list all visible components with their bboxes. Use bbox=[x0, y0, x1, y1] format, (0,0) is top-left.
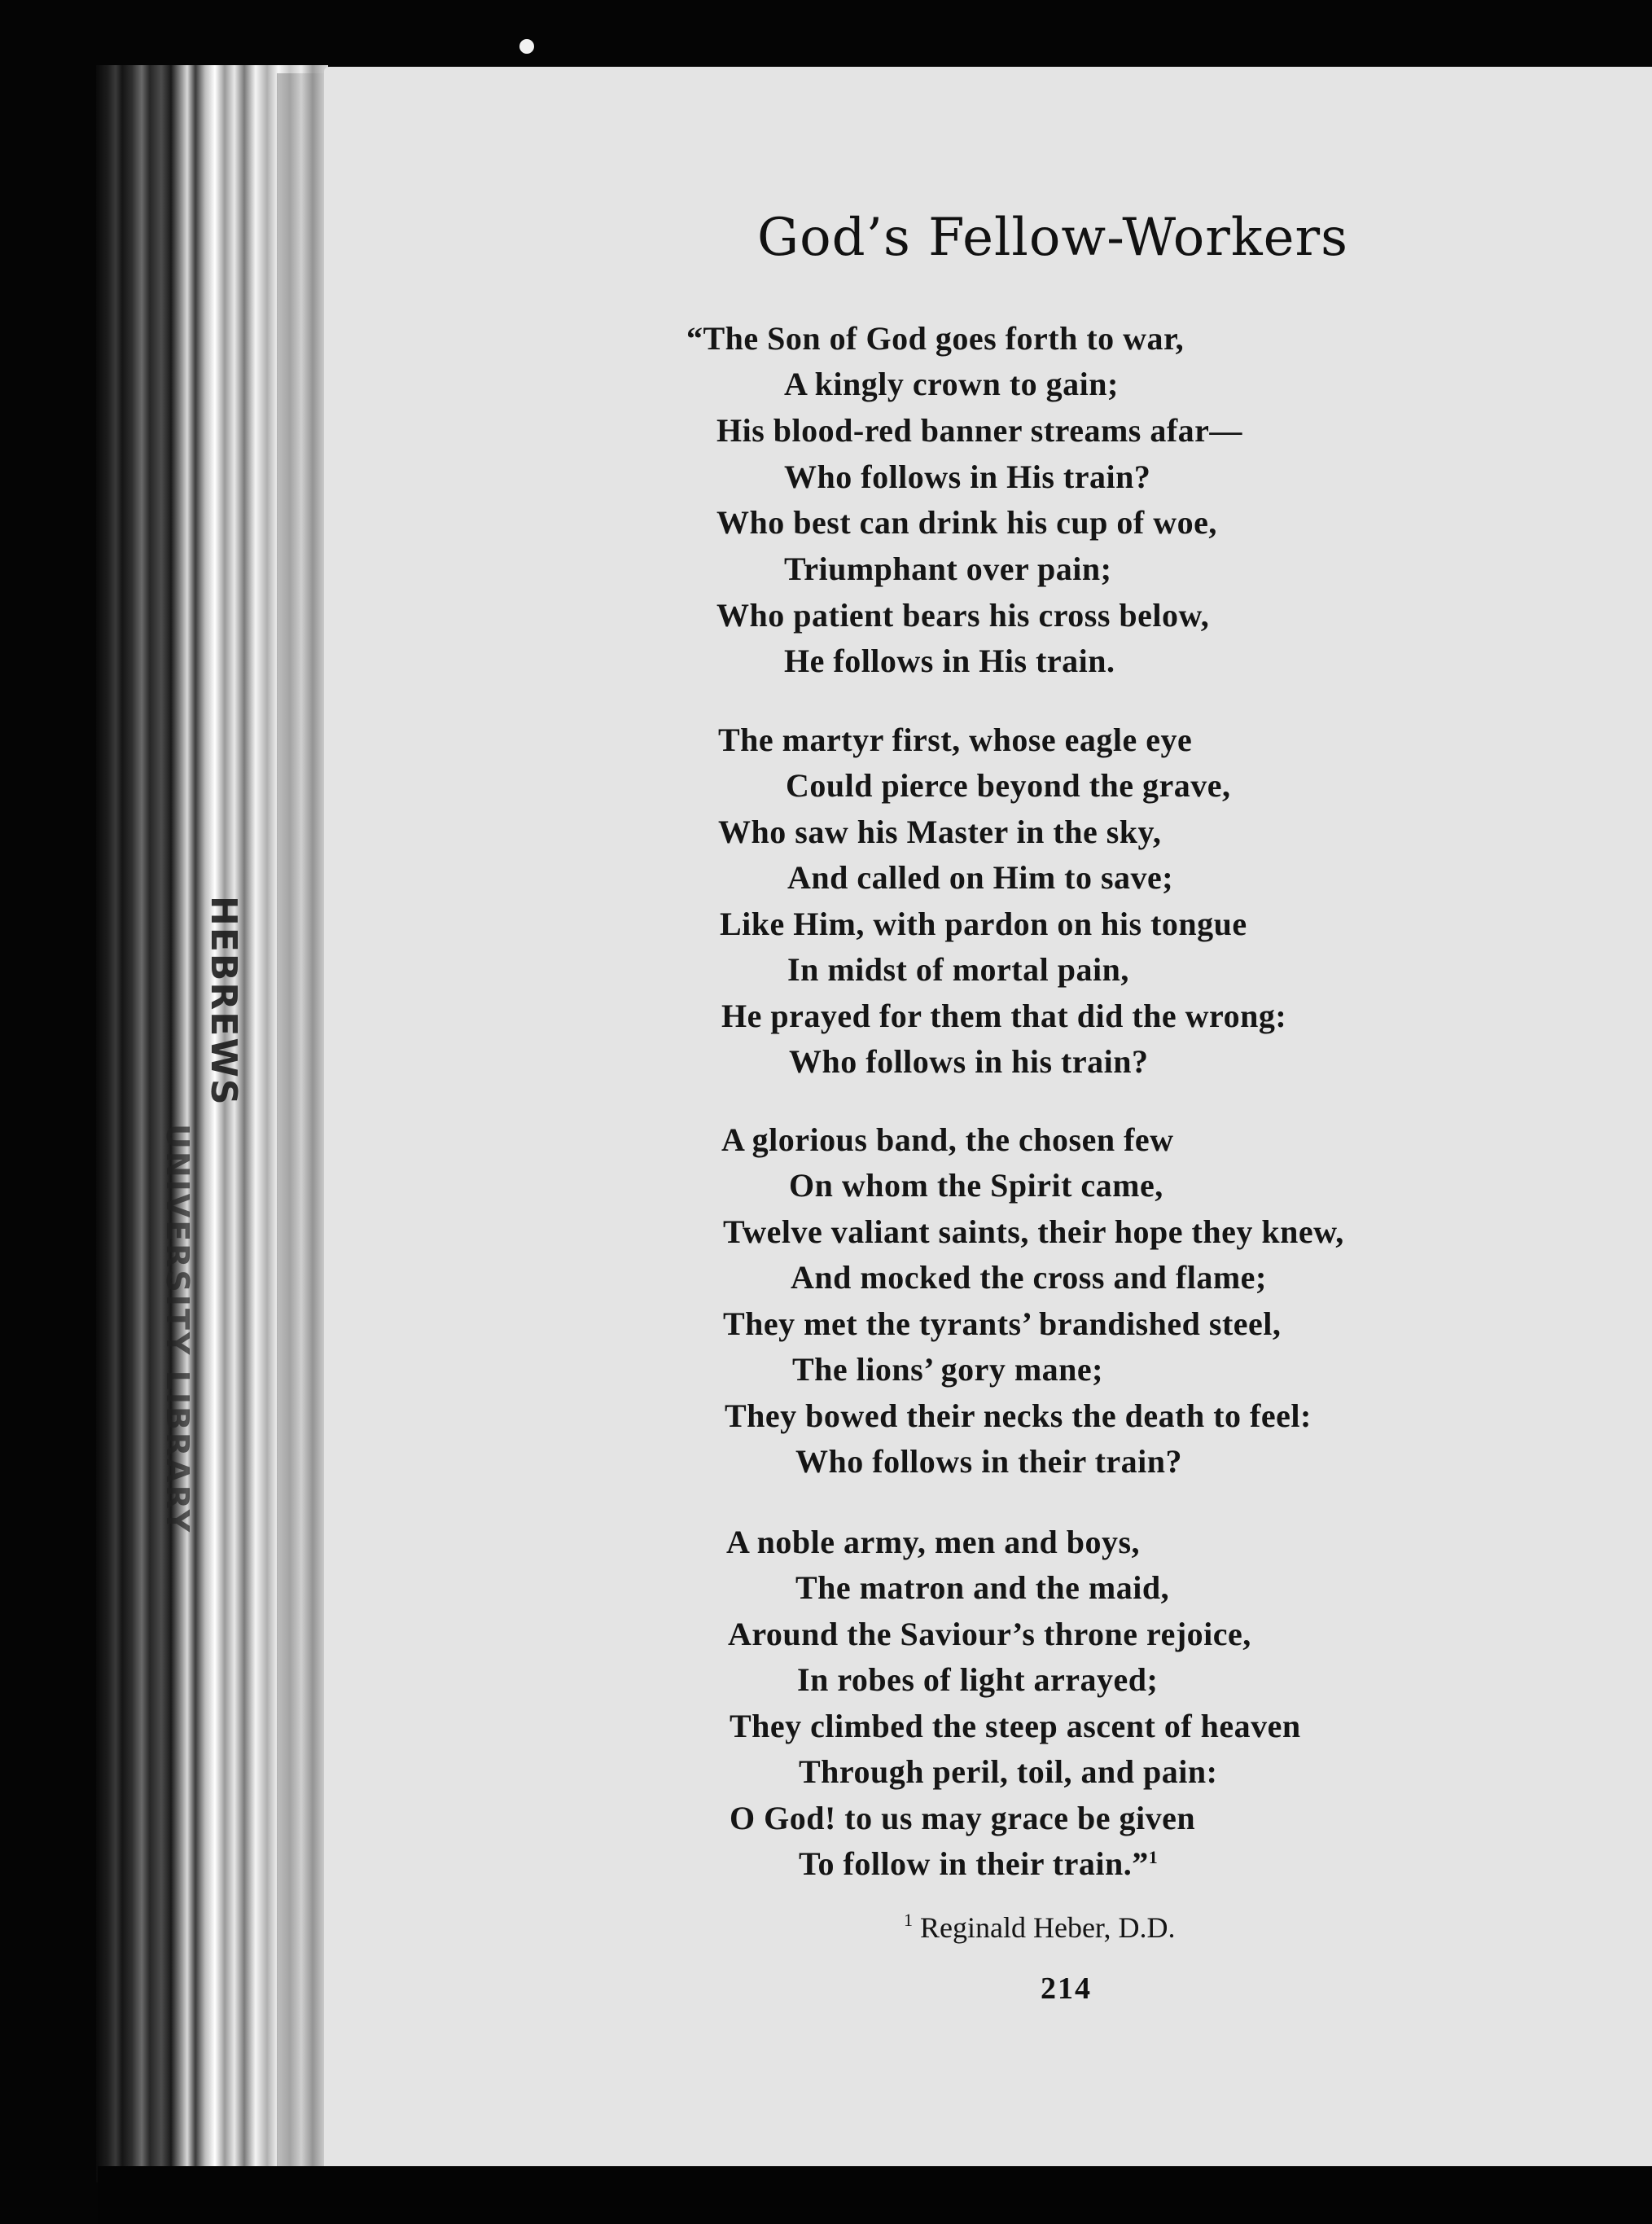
poem-line: Who saw his Master in the sky, bbox=[718, 814, 1162, 850]
poem-line: He prayed for them that did the wrong: bbox=[721, 998, 1287, 1034]
poem-line: And called on Him to save; bbox=[787, 859, 1174, 896]
footnote-text: Reginald Heber, D.D. bbox=[920, 1911, 1176, 1944]
poem-line: His blood-red banner streams afar— bbox=[716, 412, 1242, 449]
poem-line: Through peril, toil, and pain: bbox=[799, 1753, 1218, 1790]
poem-line: A kingly crown to gain; bbox=[784, 366, 1119, 402]
poem-line: Who follows in their train? bbox=[795, 1443, 1183, 1480]
poem-line: Who best can drink his cup of woe, bbox=[716, 504, 1217, 541]
poem-line: Twelve valiant saints, their hope they knew, bbox=[723, 1213, 1344, 1250]
poem-line: O God! to us may grace be given bbox=[730, 1800, 1196, 1836]
poem-line: The lions’ gory mane; bbox=[792, 1351, 1103, 1388]
page-bottom-edge bbox=[98, 2166, 1652, 2224]
poem-line: A glorious band, the chosen few bbox=[721, 1121, 1174, 1158]
poem-line: The matron and the maid, bbox=[795, 1569, 1170, 1606]
poem-line: Triumphant over pain; bbox=[784, 551, 1112, 587]
poem-line: On whom the Spirit came, bbox=[789, 1167, 1163, 1204]
poem-line: A noble army, men and boys, bbox=[726, 1524, 1141, 1560]
poem-line: In robes of light arrayed; bbox=[797, 1661, 1159, 1698]
poem-line-text: To follow in their train.” bbox=[799, 1845, 1149, 1882]
poem-line: Who follows in His train? bbox=[784, 458, 1151, 495]
footnote-marker: 1 bbox=[1148, 1847, 1159, 1867]
poem-line: He follows in His train. bbox=[784, 643, 1115, 679]
footnote bbox=[904, 1910, 1175, 1945]
poem-line: Around the Saviour’s throne rejoice, bbox=[728, 1616, 1251, 1652]
poem-line: “The Son of God goes forth to war, bbox=[686, 320, 1185, 357]
poem-line: Like Him, with pardon on his tongue bbox=[720, 906, 1247, 942]
scan-artifact-dot bbox=[519, 39, 534, 54]
poem-line: They met the tyrants’ brandished steel, bbox=[723, 1305, 1282, 1342]
poem-line: Who patient bears his cross below, bbox=[716, 597, 1210, 634]
poem-line: They climbed the steep ascent of heaven bbox=[730, 1708, 1301, 1744]
poem-line: Who follows in his train? bbox=[789, 1043, 1149, 1080]
poem-line: They bowed their necks the death to feel: bbox=[725, 1397, 1312, 1434]
poem-line: The martyr first, whose eagle eye bbox=[718, 722, 1193, 758]
footnote-number: 1 bbox=[904, 1910, 913, 1930]
spine-shadow bbox=[277, 73, 326, 2174]
poem-line: In midst of mortal pain, bbox=[787, 951, 1129, 988]
page-number: 214 bbox=[1041, 1972, 1092, 2006]
poem-line: Could pierce beyond the grave, bbox=[786, 767, 1231, 804]
spine-label: HEBREWS bbox=[203, 896, 244, 1107]
poem-line-last bbox=[799, 1845, 1158, 1883]
poem-line: And mocked the cross and flame; bbox=[791, 1259, 1267, 1296]
spine-label-secondary: UNIVERSITY LIBRARY bbox=[160, 1124, 195, 1535]
poem-title: God’s Fellow-Workers bbox=[757, 208, 1348, 268]
